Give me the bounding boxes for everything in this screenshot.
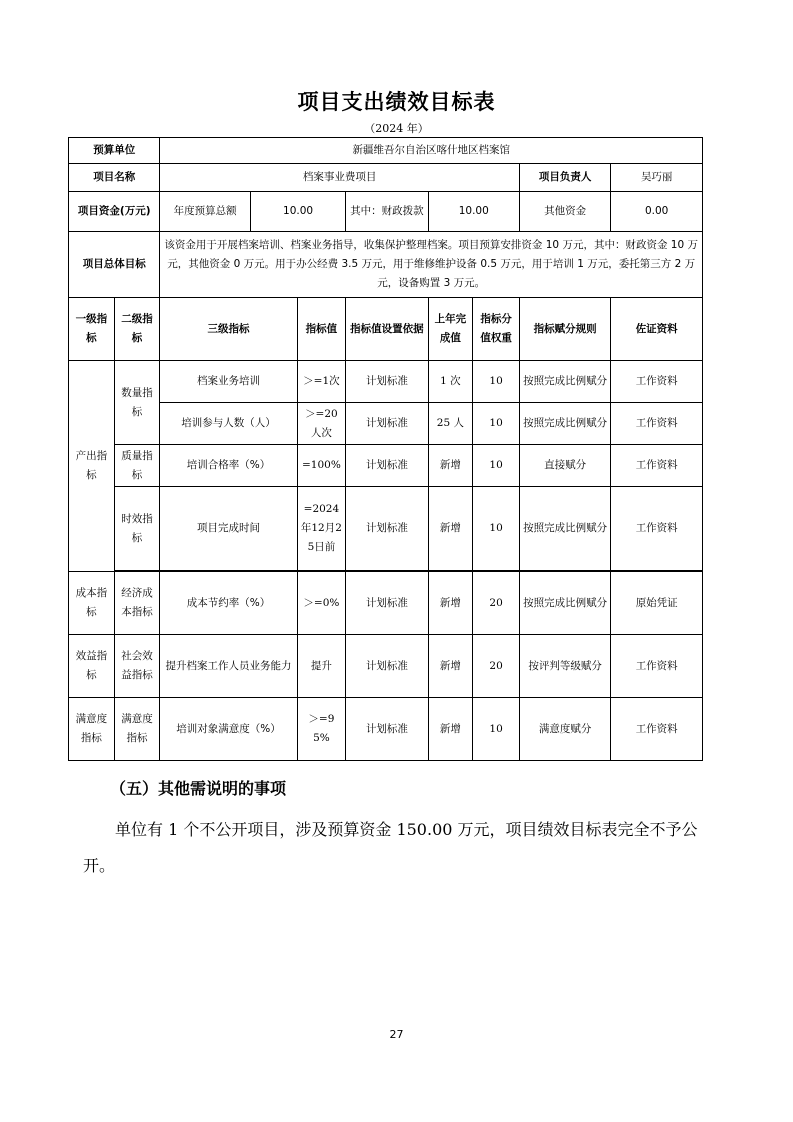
annual-budget-value: 10.00	[250, 192, 345, 232]
header-last-year: 上年完成值	[428, 298, 473, 361]
row-last-year: 25 人	[428, 403, 473, 445]
row-indicator-name: 培训合格率（%）	[160, 445, 297, 487]
row-weight: 10	[473, 698, 520, 761]
row-last-year: 新增	[428, 445, 473, 487]
level1-benefit: 效益指标	[69, 635, 115, 698]
row-weight: 10	[473, 403, 520, 445]
row-scoring-rule: 按照完成比例赋分	[519, 361, 610, 403]
row-basis: 计划标准	[346, 635, 428, 698]
row-evidence: 工作资料	[611, 403, 703, 445]
unit-label: 预算单位	[69, 138, 160, 164]
row-evidence: 工作资料	[611, 698, 703, 761]
row-indicator-value: =100%	[297, 445, 346, 487]
level1-output: 产出指标	[69, 361, 115, 572]
row-indicator-value: ＞=0%	[297, 572, 346, 635]
section-heading: （五）其他需说明的事项	[110, 779, 287, 798]
project-funds-label: 项目资金(万元)	[69, 192, 160, 232]
row-basis: 计划标准	[346, 572, 428, 635]
row-weight: 10	[473, 487, 520, 571]
project-name-label: 项目名称	[69, 164, 160, 192]
overall-goal-label: 项目总体目标	[69, 232, 160, 298]
other-funds-label: 其他资金	[519, 192, 610, 232]
row-scoring-rule: 按评判等级赋分	[519, 635, 610, 698]
project-leader-value: 吴巧丽	[611, 164, 703, 192]
level1-cost: 成本指标	[69, 572, 115, 635]
row-scoring-rule: 按照完成比例赋分	[519, 403, 610, 445]
row-evidence: 工作资料	[611, 635, 703, 698]
level1-satisfaction: 满意度指标	[69, 698, 115, 761]
header-level3: 三级指标	[160, 298, 297, 361]
row-indicator-value: 提升	[297, 635, 346, 698]
row-indicator-name: 培训对象满意度（%）	[160, 698, 297, 761]
row-weight: 10	[473, 445, 520, 487]
row-indicator-name: 提升档案工作人员业务能力	[160, 635, 297, 698]
header-level1: 一级指标	[69, 298, 115, 361]
row-indicator-name: 档案业务培训	[160, 361, 297, 403]
row-evidence: 工作资料	[611, 445, 703, 487]
performance-goals-table	[68, 137, 703, 761]
row-evidence: 原始凭证	[611, 572, 703, 635]
row-scoring-rule: 直接赋分	[519, 445, 610, 487]
row-basis: 计划标准	[346, 698, 428, 761]
section-paragraph: 单位有 1 个不公开项目，涉及预算资金 150.00 万元，项目绩效目标表完全不予公开。	[83, 820, 698, 875]
row-last-year: 新增	[428, 572, 473, 635]
header-indicator-value: 指标值	[297, 298, 346, 361]
header-evidence: 佐证资料	[611, 298, 703, 361]
overall-goal-text: 该资金用于开展档案培训、档案业务指导，收集保护整理档案。项目预算安排资金 10 万元，其中：财政资金 10 万元，其他资金 0 万元。用于办公经费 3.5 万元，用于维修维护设备 0.5 万元，用于培训 1 万元，委托第三方 2 万元，设备购置 3 万元。	[160, 232, 703, 298]
header-basis: 指标值设置依据	[346, 298, 428, 361]
level2-social-benefit: 社会效益指标	[114, 635, 160, 698]
row-scoring-rule: 按照完成比例赋分	[519, 572, 610, 635]
row-indicator-value: ＞=1次	[297, 361, 346, 403]
row-basis: 计划标准	[346, 445, 428, 487]
level2-quality: 质量指标	[114, 445, 160, 487]
row-scoring-rule: 满意度赋分	[519, 698, 610, 761]
row-indicator-value: ＞=20人次	[297, 403, 346, 445]
row-indicator-name: 成本节约率（%）	[160, 572, 297, 635]
row-basis: 计划标准	[346, 361, 428, 403]
level2-satisfaction: 满意度指标	[114, 698, 160, 761]
page-number: 27	[389, 1028, 404, 1041]
row-last-year: 新增	[428, 698, 473, 761]
row-last-year: 新增	[428, 635, 473, 698]
row-evidence: 工作资料	[611, 361, 703, 403]
row-indicator-value: ＞=95%	[297, 698, 346, 761]
row-weight: 20	[473, 635, 520, 698]
row-indicator-name: 培训参与人数（人）	[160, 403, 297, 445]
fiscal-funds-label: 其中：财政拨款	[346, 192, 428, 232]
fiscal-funds-value: 10.00	[428, 192, 519, 232]
header-weight: 指标分值权重	[473, 298, 520, 361]
row-indicator-name: 项目完成时间	[160, 487, 297, 571]
row-weight: 10	[473, 361, 520, 403]
row-basis: 计划标准	[346, 403, 428, 445]
row-basis: 计划标准	[346, 487, 428, 571]
year-label: （2024 年）	[364, 122, 429, 135]
project-name-value: 档案事业费项目	[160, 164, 520, 192]
table-title: 项目支出绩效目标表	[297, 90, 496, 114]
project-leader-label: 项目负责人	[519, 164, 610, 192]
row-weight: 20	[473, 572, 520, 635]
row-last-year: 新增	[428, 487, 473, 571]
row-scoring-rule: 按照完成比例赋分	[519, 487, 610, 571]
row-evidence: 工作资料	[611, 487, 703, 571]
row-indicator-value: =2024年12月25日前	[297, 487, 346, 571]
annual-budget-label: 年度预算总额	[160, 192, 250, 232]
other-funds-value: 0.00	[611, 192, 703, 232]
unit-value: 新疆维吾尔自治区喀什地区档案馆	[160, 138, 703, 164]
level2-timeliness: 时效指标	[114, 487, 160, 571]
level2-economic-cost: 经济成本指标	[114, 572, 160, 635]
row-last-year: 1 次	[428, 361, 473, 403]
level2-quantity: 数量指标	[114, 361, 160, 445]
header-scoring-rule: 指标赋分规则	[519, 298, 610, 361]
header-level2: 二级指标	[114, 298, 160, 361]
